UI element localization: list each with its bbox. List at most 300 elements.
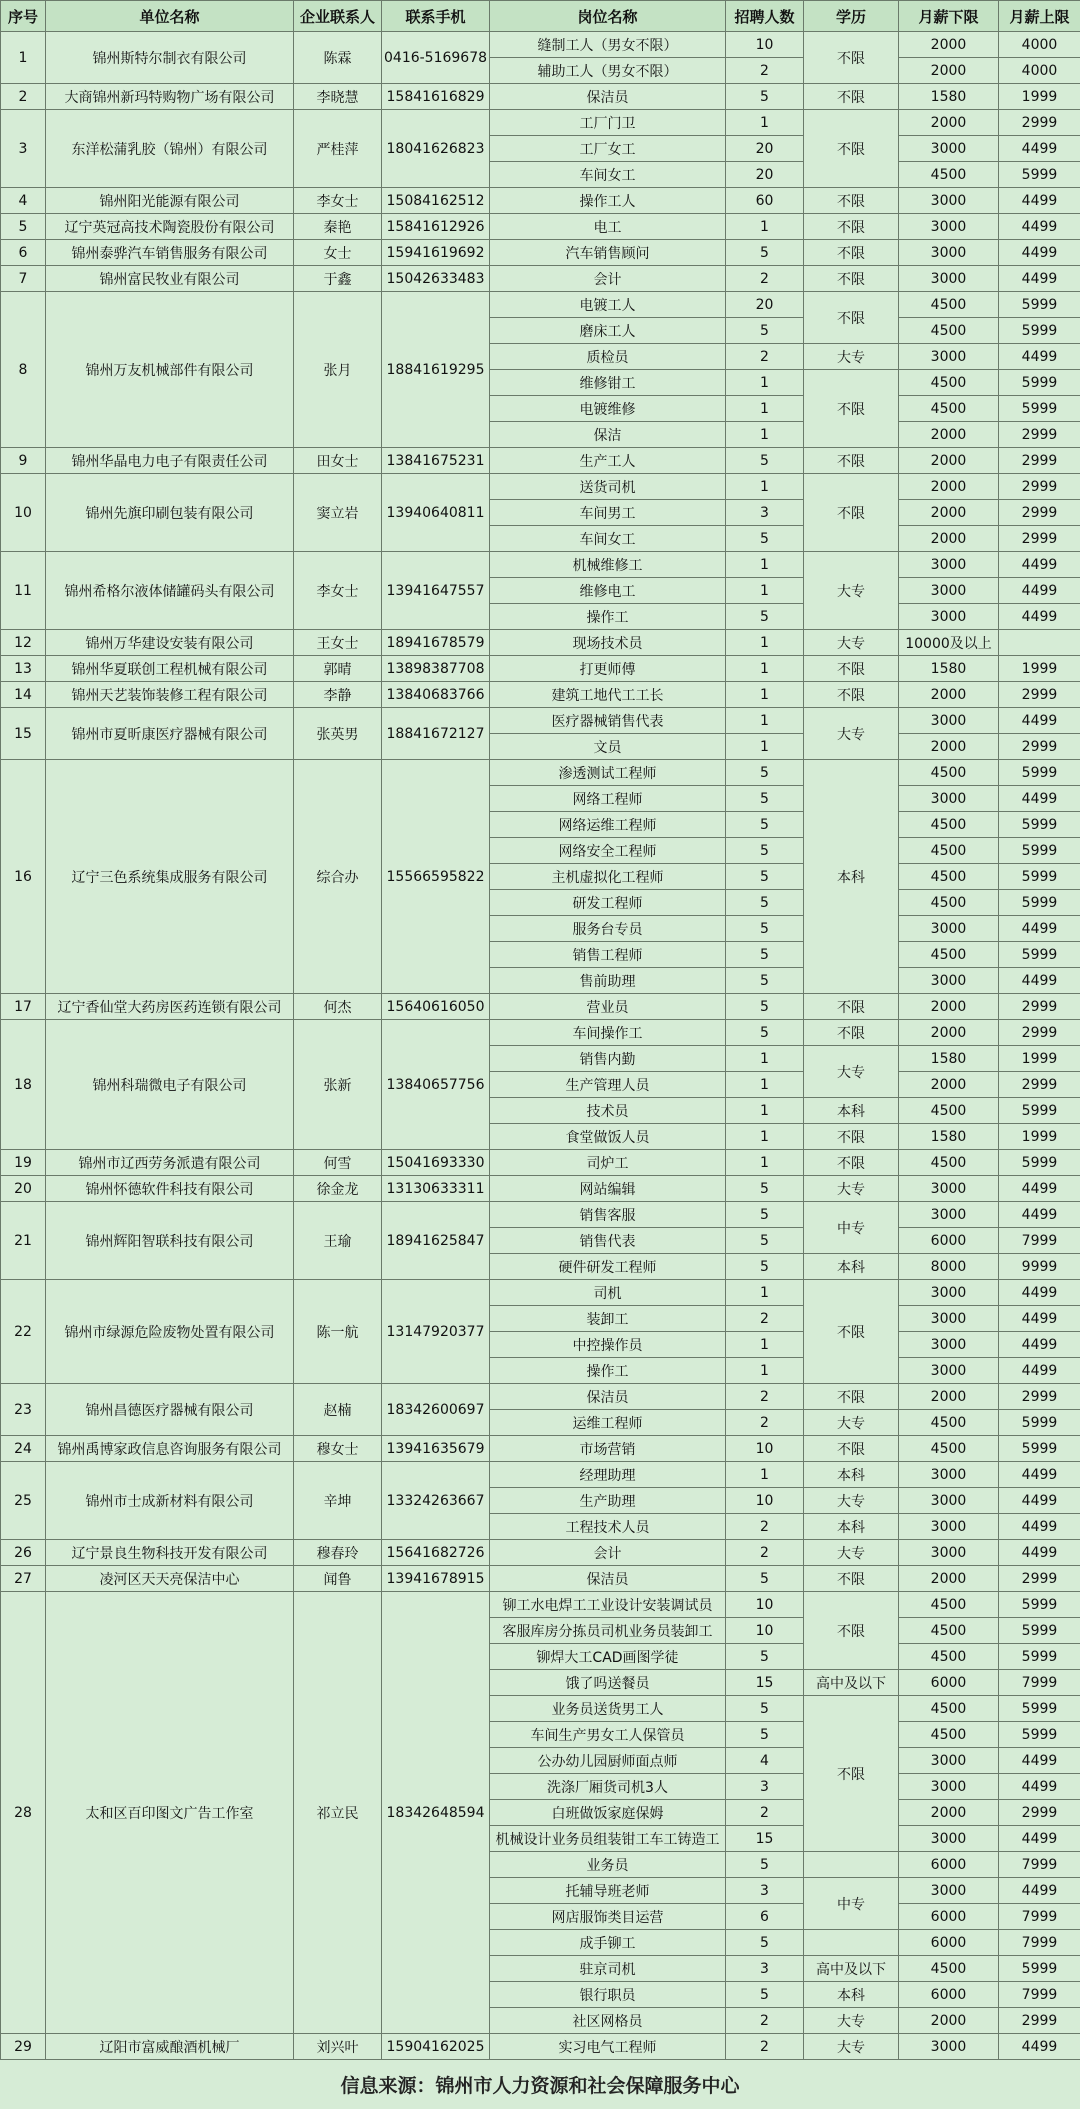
contact-person: 闻鲁 [294, 1566, 382, 1592]
headcount: 5 [726, 812, 804, 838]
salary-low: 4500 [899, 1618, 999, 1644]
company-name: 辽宁香仙堂大药房医药连锁有限公司 [46, 994, 294, 1020]
salary-low: 2000 [899, 110, 999, 136]
headcount: 1 [726, 708, 804, 734]
position-name: 铆焊大工CAD画图学徒 [490, 1644, 726, 1670]
education: 大专 [804, 552, 899, 630]
contact-person: 李静 [294, 682, 382, 708]
row-number: 11 [1, 552, 46, 630]
salary-low: 3000 [899, 916, 999, 942]
headcount: 3 [726, 1878, 804, 1904]
contact-person: 张月 [294, 292, 382, 448]
education: 大专 [804, 1046, 899, 1098]
position-name: 车间女工 [490, 526, 726, 552]
company-name: 太和区百印图文广告工作室 [46, 1592, 294, 2034]
contact-person: 田女士 [294, 448, 382, 474]
table-row [1, 994, 1080, 1020]
headcount: 2 [726, 1514, 804, 1540]
position-name: 主机虚拟化工程师 [490, 864, 726, 890]
contact-phone: 13130633311 [382, 1176, 490, 1202]
position-name: 工程技术人员 [490, 1514, 726, 1540]
company-name: 辽宁三色系统集成服务有限公司 [46, 760, 294, 994]
contact-person: 徐金龙 [294, 1176, 382, 1202]
row-number: 7 [1, 266, 46, 292]
position-name: 操作工人 [490, 188, 726, 214]
position-name: 电镀维修 [490, 396, 726, 422]
salary-high: 4499 [999, 1514, 1080, 1540]
headcount: 2 [726, 266, 804, 292]
header-position: 岗位名称 [490, 1, 726, 32]
salary-low: 4500 [899, 1592, 999, 1618]
salary-high: 5999 [999, 812, 1080, 838]
education: 本科 [804, 1254, 899, 1280]
salary-high: 4499 [999, 188, 1080, 214]
salary-high: 4499 [999, 1462, 1080, 1488]
salary-low: 3000 [899, 1332, 999, 1358]
salary-high: 4499 [999, 240, 1080, 266]
salary-high: 5999 [999, 1436, 1080, 1462]
salary-high: 7999 [999, 1982, 1080, 2008]
headcount: 5 [726, 1254, 804, 1280]
position-name: 白班做饭家庭保姆 [490, 1800, 726, 1826]
headcount: 2 [726, 344, 804, 370]
contact-person: 严桂萍 [294, 110, 382, 188]
headcount: 1 [726, 1462, 804, 1488]
headcount: 60 [726, 188, 804, 214]
education: 不限 [804, 110, 899, 188]
salary-high: 7999 [999, 1904, 1080, 1930]
salary-low: 4500 [899, 942, 999, 968]
headcount: 1 [726, 1150, 804, 1176]
education: 不限 [804, 188, 899, 214]
salary-high: 7999 [999, 1852, 1080, 1878]
salary-low: 4500 [899, 838, 999, 864]
education: 不限 [804, 1020, 899, 1046]
headcount: 1 [726, 214, 804, 240]
education: 不限 [804, 214, 899, 240]
position-name: 中控操作员 [490, 1332, 726, 1358]
position-name: 洗涤厂厢货司机3人 [490, 1774, 726, 1800]
company-name: 东洋松蒲乳胶（锦州）有限公司 [46, 110, 294, 188]
company-name: 锦州怀德软件科技有限公司 [46, 1176, 294, 1202]
table-row [1, 552, 1080, 578]
salary-low: 4500 [899, 292, 999, 318]
contact-person: 陈霖 [294, 32, 382, 84]
contact-person: 秦艳 [294, 214, 382, 240]
education: 不限 [804, 240, 899, 266]
row-number: 10 [1, 474, 46, 552]
salary-high: 2999 [999, 526, 1080, 552]
header-education: 学历 [804, 1, 899, 32]
contact-person: 辛坤 [294, 1462, 382, 1540]
education: 不限 [804, 656, 899, 682]
salary-low: 3000 [899, 708, 999, 734]
salary-high: 2999 [999, 422, 1080, 448]
company-name: 锦州富民牧业有限公司 [46, 266, 294, 292]
table-row [1, 1176, 1080, 1202]
salary-high: 5999 [999, 1098, 1080, 1124]
table-row [1, 1020, 1080, 1046]
salary-low: 3000 [899, 240, 999, 266]
position-name: 会计 [490, 1540, 726, 1566]
position-name: 现场技术员 [490, 630, 726, 656]
salary-low: 3000 [899, 1774, 999, 1800]
headcount: 1 [726, 1046, 804, 1072]
salary-low: 3000 [899, 578, 999, 604]
row-number: 29 [1, 2034, 46, 2060]
position-name: 车间操作工 [490, 1020, 726, 1046]
table-row [1, 656, 1080, 682]
row-number: 17 [1, 994, 46, 1020]
salary-high: 7999 [999, 1930, 1080, 1956]
contact-phone: 13941635679 [382, 1436, 490, 1462]
row-number: 6 [1, 240, 46, 266]
position-name: 机械维修工 [490, 552, 726, 578]
row-number: 24 [1, 1436, 46, 1462]
education: 大专 [804, 1410, 899, 1436]
source-footer: 信息来源：锦州市人力资源和社会保障服务中心 [340, 2075, 740, 2097]
salary-low: 2000 [899, 1072, 999, 1098]
salary-low: 3000 [899, 968, 999, 994]
salary-low: 3000 [899, 2034, 999, 2060]
headcount: 5 [726, 1566, 804, 1592]
salary-low: 3000 [899, 266, 999, 292]
headcount: 1 [726, 656, 804, 682]
row-number: 8 [1, 292, 46, 448]
salary-low: 2000 [899, 422, 999, 448]
salary-low: 2000 [899, 682, 999, 708]
headcount: 5 [726, 942, 804, 968]
row-number: 2 [1, 84, 46, 110]
contact-person: 女士 [294, 240, 382, 266]
salary-high: 4499 [999, 1202, 1080, 1228]
position-name: 保洁 [490, 422, 726, 448]
contact-phone: 15904162025 [382, 2034, 490, 2060]
salary-low: 1580 [899, 1046, 999, 1072]
headcount: 5 [726, 916, 804, 942]
contact-phone: 15084162512 [382, 188, 490, 214]
header-company: 单位名称 [46, 1, 294, 32]
education: 本科 [804, 760, 899, 994]
salary-low: 3000 [899, 1826, 999, 1852]
company-name: 凌河区天天亮保洁中心 [46, 1566, 294, 1592]
company-name: 锦州昌德医疗器械有限公司 [46, 1384, 294, 1436]
table-header-row [1, 1, 1080, 32]
headcount: 20 [726, 292, 804, 318]
salary-low: 6000 [899, 1904, 999, 1930]
education: 大专 [804, 2008, 899, 2034]
headcount: 5 [726, 1930, 804, 1956]
position-name: 操作工 [490, 1358, 726, 1384]
salary-high: 2999 [999, 1072, 1080, 1098]
salary-low: 2000 [899, 58, 999, 84]
headcount: 5 [726, 994, 804, 1020]
contact-person: 李女士 [294, 552, 382, 630]
contact-phone: 0416-5169678 [382, 32, 490, 84]
salary-high: 7999 [999, 1228, 1080, 1254]
contact-person: 陈一航 [294, 1280, 382, 1384]
contact-person: 赵楠 [294, 1384, 382, 1436]
company-name: 锦州市辽西劳务派遣有限公司 [46, 1150, 294, 1176]
salary-high: 7999 [999, 1670, 1080, 1696]
salary-high: 4499 [999, 344, 1080, 370]
salary-low: 4500 [899, 760, 999, 786]
headcount: 5 [726, 786, 804, 812]
salary-low: 3000 [899, 1462, 999, 1488]
contact-person: 王女士 [294, 630, 382, 656]
contact-person: 李女士 [294, 188, 382, 214]
salary-high: 2999 [999, 1566, 1080, 1592]
salary-high: 5999 [999, 1644, 1080, 1670]
position-name: 经理助理 [490, 1462, 726, 1488]
contact-phone: 15042633483 [382, 266, 490, 292]
headcount: 1 [726, 1124, 804, 1150]
table-row [1, 110, 1080, 136]
education: 大专 [804, 1540, 899, 1566]
salary-high: 5999 [999, 1150, 1080, 1176]
salary-low: 2000 [899, 994, 999, 1020]
education: 不限 [804, 1124, 899, 1150]
salary-high: 2999 [999, 500, 1080, 526]
salary-high: 4499 [999, 136, 1080, 162]
position-name: 保洁员 [490, 84, 726, 110]
salary-low: 2000 [899, 1800, 999, 1826]
salary-high: 1999 [999, 1124, 1080, 1150]
salary-low: 2000 [899, 1566, 999, 1592]
salary-low: 6000 [899, 1228, 999, 1254]
contact-person: 穆女士 [294, 1436, 382, 1462]
position-name: 驻京司机 [490, 1956, 726, 1982]
salary-low: 4500 [899, 162, 999, 188]
education: 本科 [804, 1982, 899, 2008]
salary-high: 4499 [999, 1332, 1080, 1358]
education: 中专 [804, 1878, 899, 1930]
headcount: 1 [726, 422, 804, 448]
company-name: 锦州希格尔液体储罐码头有限公司 [46, 552, 294, 630]
headcount: 1 [726, 370, 804, 396]
position-name: 缝制工人（男女不限） [490, 32, 726, 58]
row-number: 3 [1, 110, 46, 188]
row-number: 16 [1, 760, 46, 994]
position-name: 业务员 [490, 1852, 726, 1878]
company-name: 辽宁景良生物科技开发有限公司 [46, 1540, 294, 1566]
position-name: 银行职员 [490, 1982, 726, 2008]
salary-low: 4500 [899, 396, 999, 422]
salary-low: 3000 [899, 1540, 999, 1566]
headcount: 10 [726, 1436, 804, 1462]
position-name: 送货司机 [490, 474, 726, 500]
salary-high: 2999 [999, 1020, 1080, 1046]
position-name: 电镀工人 [490, 292, 726, 318]
headcount: 3 [726, 1774, 804, 1800]
salary-high: 1999 [999, 1046, 1080, 1072]
headcount: 2 [726, 1384, 804, 1410]
education: 不限 [804, 994, 899, 1020]
salary-low: 2000 [899, 734, 999, 760]
position-name: 渗透测试工程师 [490, 760, 726, 786]
salary-low: 2000 [899, 500, 999, 526]
headcount: 5 [726, 1696, 804, 1722]
company-name: 锦州禹博家政信息咨询服务有限公司 [46, 1436, 294, 1462]
contact-phone: 18841619295 [382, 292, 490, 448]
position-name: 司机 [490, 1280, 726, 1306]
contact-phone: 18342600697 [382, 1384, 490, 1436]
salary-high: 4499 [999, 1358, 1080, 1384]
contact-person: 于鑫 [294, 266, 382, 292]
contact-phone: 18342648594 [382, 1592, 490, 2034]
contact-phone: 13324263667 [382, 1462, 490, 1540]
headcount: 5 [726, 760, 804, 786]
headcount: 2 [726, 1306, 804, 1332]
education: 不限 [804, 1592, 899, 1670]
headcount: 1 [726, 1358, 804, 1384]
position-name: 运维工程师 [490, 1410, 726, 1436]
position-name: 网店服饰类目运营 [490, 1904, 726, 1930]
headcount: 2 [726, 58, 804, 84]
position-name: 车间男工 [490, 500, 726, 526]
headcount: 2 [726, 2008, 804, 2034]
salary-low: 4500 [899, 318, 999, 344]
position-name: 辅助工人（男女不限） [490, 58, 726, 84]
headcount: 5 [726, 890, 804, 916]
table-row [1, 1566, 1080, 1592]
position-name: 销售内勤 [490, 1046, 726, 1072]
salary-high: 4499 [999, 1774, 1080, 1800]
contact-person: 张新 [294, 1020, 382, 1150]
salary-high: 2999 [999, 448, 1080, 474]
table-row [1, 708, 1080, 734]
salary-high: 9999 [999, 1254, 1080, 1280]
position-name: 销售客服 [490, 1202, 726, 1228]
headcount: 10 [726, 1488, 804, 1514]
contact-phone: 15941619692 [382, 240, 490, 266]
salary-low: 3000 [899, 604, 999, 630]
salary-high: 2999 [999, 734, 1080, 760]
salary-high: 4499 [999, 1280, 1080, 1306]
position-name: 汽车销售顾问 [490, 240, 726, 266]
headcount: 1 [726, 734, 804, 760]
header-headcount: 招聘人数 [726, 1, 804, 32]
salary-low: 6000 [899, 1930, 999, 1956]
education: 不限 [804, 682, 899, 708]
education: 大专 [804, 1176, 899, 1202]
table-row [1, 1436, 1080, 1462]
position-name: 销售工程师 [490, 942, 726, 968]
salary-low: 3000 [899, 1176, 999, 1202]
education: 本科 [804, 1098, 899, 1124]
salary-high: 4499 [999, 916, 1080, 942]
position-name: 实习电气工程师 [490, 2034, 726, 2060]
position-name: 文员 [490, 734, 726, 760]
position-name: 售前助理 [490, 968, 726, 994]
salary-low: 4500 [899, 1956, 999, 1982]
position-name: 工厂女工 [490, 136, 726, 162]
contact-phone: 15841616829 [382, 84, 490, 110]
headcount: 1 [726, 1280, 804, 1306]
headcount: 10 [726, 32, 804, 58]
salary-high: 5999 [999, 396, 1080, 422]
row-number: 9 [1, 448, 46, 474]
position-name: 质检员 [490, 344, 726, 370]
contact-person: 窦立岩 [294, 474, 382, 552]
table-row [1, 188, 1080, 214]
headcount: 5 [726, 1202, 804, 1228]
salary-low: 3000 [899, 188, 999, 214]
salary-low: 3000 [899, 136, 999, 162]
contact-person: 祁立民 [294, 1592, 382, 2034]
headcount: 15 [726, 1826, 804, 1852]
position-name: 硬件研发工程师 [490, 1254, 726, 1280]
header-salary-high: 月薪上限 [999, 1, 1080, 32]
salary-high: 5999 [999, 838, 1080, 864]
headcount: 1 [726, 1098, 804, 1124]
contact-phone: 13841675231 [382, 448, 490, 474]
table-row [1, 760, 1080, 786]
salary-high: 2999 [999, 682, 1080, 708]
salary-low: 4500 [899, 890, 999, 916]
education: 不限 [804, 1280, 899, 1384]
headcount: 20 [726, 162, 804, 188]
table-row [1, 32, 1080, 58]
headcount: 5 [726, 1020, 804, 1046]
headcount: 5 [726, 864, 804, 890]
salary-high: 5999 [999, 760, 1080, 786]
salary-high: 1999 [999, 84, 1080, 110]
header-phone: 联系手机 [382, 1, 490, 32]
education: 不限 [804, 1150, 899, 1176]
position-name: 司炉工 [490, 1150, 726, 1176]
contact-phone: 13941647557 [382, 552, 490, 630]
company-name: 大商锦州新玛特购物广场有限公司 [46, 84, 294, 110]
position-name: 生产助理 [490, 1488, 726, 1514]
headcount: 10 [726, 1592, 804, 1618]
row-number: 13 [1, 656, 46, 682]
row-number: 4 [1, 188, 46, 214]
education: 大专 [804, 708, 899, 760]
headcount: 5 [726, 1228, 804, 1254]
salary-high: 4499 [999, 1176, 1080, 1202]
position-name: 饿了吗送餐员 [490, 1670, 726, 1696]
position-name: 业务员送货男工人 [490, 1696, 726, 1722]
education: 不限 [804, 84, 899, 110]
position-name: 车间生产男女工人保管员 [490, 1722, 726, 1748]
headcount: 1 [726, 474, 804, 500]
contact-person: 李晓慧 [294, 84, 382, 110]
salary-high: 4499 [999, 1306, 1080, 1332]
contact-phone: 13840657756 [382, 1020, 490, 1150]
position-name: 建筑工地代工工长 [490, 682, 726, 708]
salary-high: 5999 [999, 890, 1080, 916]
salary-low: 2000 [899, 448, 999, 474]
salary-high: 5999 [999, 370, 1080, 396]
education: 不限 [804, 1566, 899, 1592]
table-row [1, 630, 1080, 656]
position-name: 网站编辑 [490, 1176, 726, 1202]
table-row [1, 448, 1080, 474]
salary-high: 4499 [999, 968, 1080, 994]
salary-low: 3000 [899, 1280, 999, 1306]
headcount: 1 [726, 630, 804, 656]
contact-person: 刘兴叶 [294, 2034, 382, 2060]
position-name: 公办幼儿园厨师面点师 [490, 1748, 726, 1774]
salary-low: 1580 [899, 1124, 999, 1150]
company-name: 锦州天艺装饰装修工程有限公司 [46, 682, 294, 708]
salary-low: 6000 [899, 1852, 999, 1878]
salary-high: 2999 [999, 474, 1080, 500]
company-name: 锦州万友机械部件有限公司 [46, 292, 294, 448]
salary-high: 2999 [999, 2008, 1080, 2034]
company-name: 锦州科瑞微电子有限公司 [46, 1020, 294, 1150]
